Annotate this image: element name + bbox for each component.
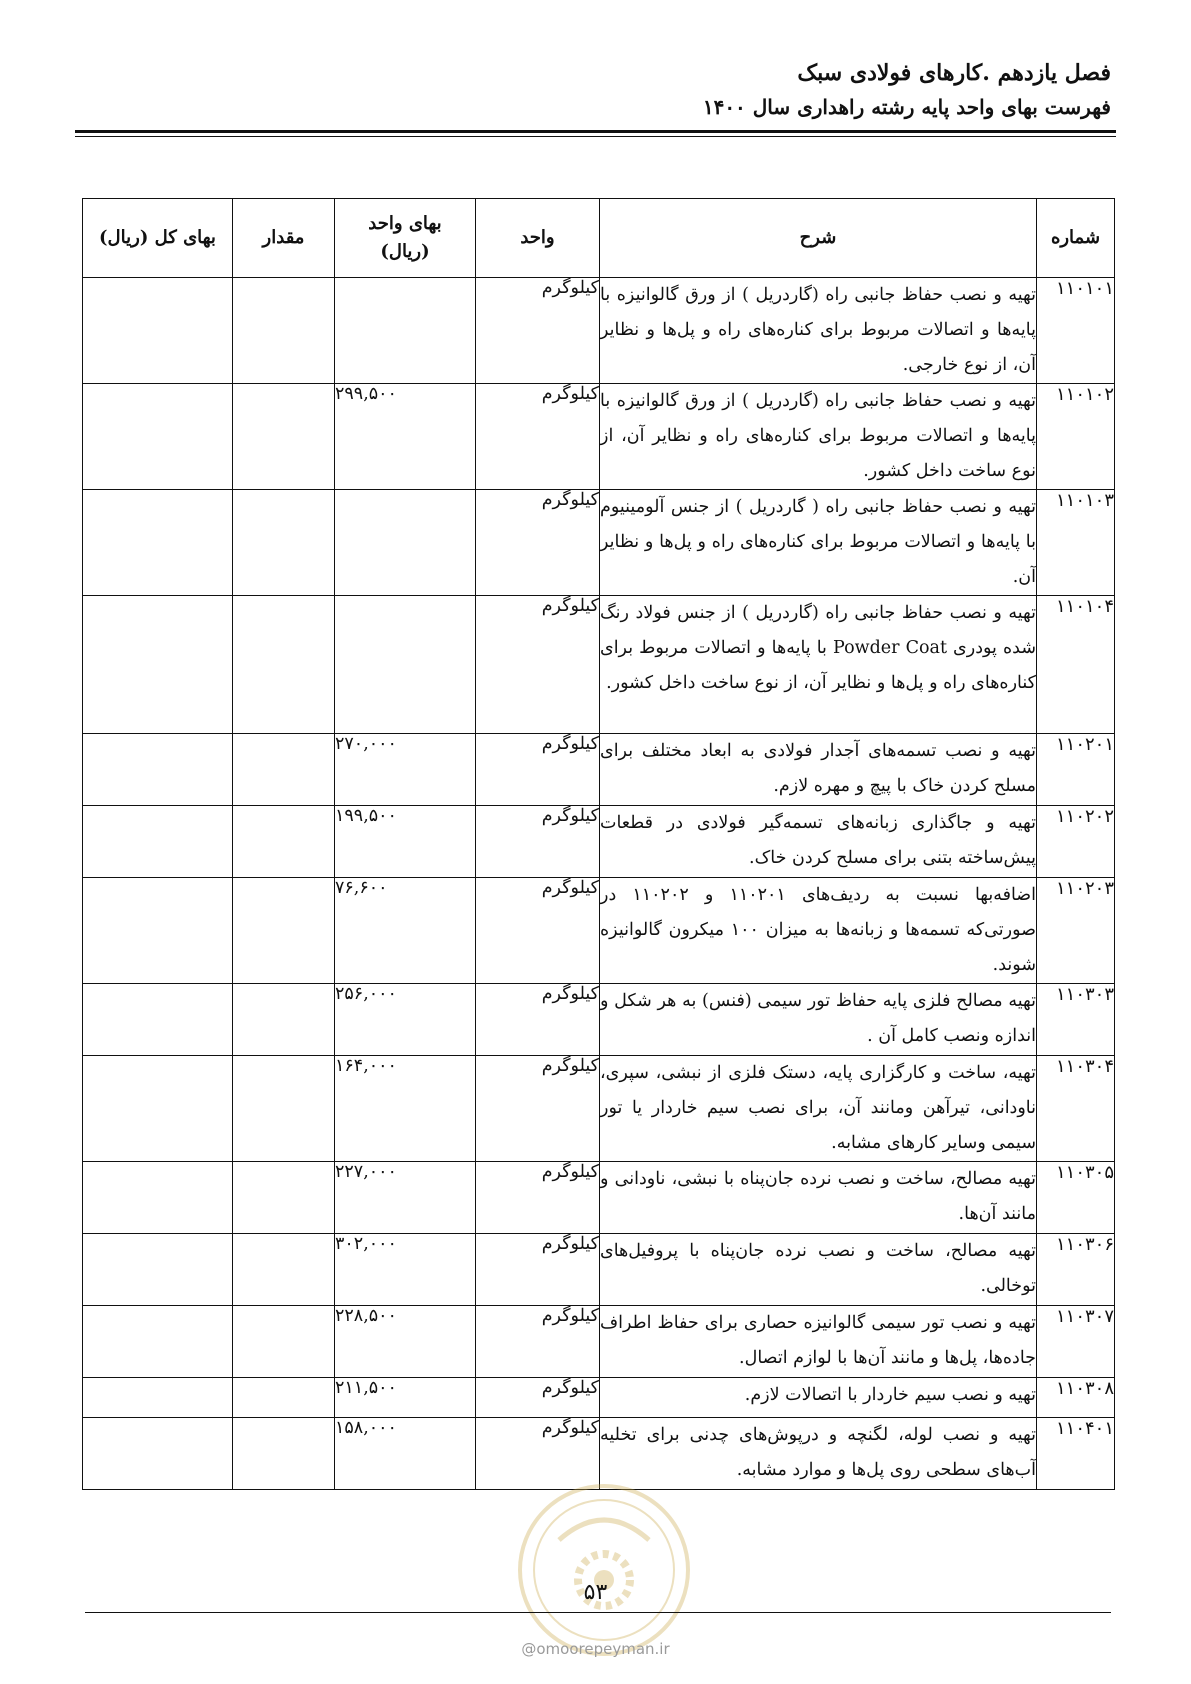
row-unit-price xyxy=(335,490,476,596)
row-quantity xyxy=(233,1234,335,1306)
row-unit-price: ۷۶,۶۰۰ xyxy=(335,878,476,984)
row-quantity xyxy=(233,384,335,490)
row-total-price xyxy=(83,490,233,596)
row-description: تهیه و نصب تسمه‌های آجدار فولادی به ابعاد مختلف برای مسلح کردن خاک با پیچ و مهره لازم. xyxy=(600,734,1037,806)
row-quantity xyxy=(233,1056,335,1162)
row-quantity xyxy=(233,1306,335,1378)
table-row xyxy=(83,1306,1115,1378)
row-description: تهیه مصالح، ساخت و نصب نرده جان‌پناه با نبشی، ناودانی و مانند آن‌ها. xyxy=(600,1162,1037,1234)
row-total-price xyxy=(83,1234,233,1306)
row-number: ۱۱۰۳۰۵ xyxy=(1037,1162,1115,1234)
seal-watermark xyxy=(514,1480,694,1660)
row-unit: کیلوگرم xyxy=(476,490,600,596)
row-total-price xyxy=(83,984,233,1056)
row-number: ۱۱۰۳۰۴ xyxy=(1037,1056,1115,1162)
row-number: ۱۱۰۲۰۱ xyxy=(1037,734,1115,806)
row-unit-price: ۲۷۰,۰۰۰ xyxy=(335,734,476,806)
row-number: ۱۱۰۳۰۷ xyxy=(1037,1306,1115,1378)
row-number: ۱۱۰۳۰۶ xyxy=(1037,1234,1115,1306)
row-total-price xyxy=(83,384,233,490)
watermark-text: @omoorepeyman.ir xyxy=(521,1640,670,1658)
page-header xyxy=(703,58,1111,122)
row-unit-price: ۱۵۸,۰۰۰ xyxy=(335,1418,476,1490)
row-description: تهیه و نصب حفاظ جانبی راه (گاردریل ) از ورق گالوانیزه با پایه‌ها و اتصالات مربوط برای کناره‌های راه و پل‌ها و نظایر آن، از نوع خارجی. xyxy=(600,278,1037,384)
row-unit-price: ۱۶۴,۰۰۰ xyxy=(335,1056,476,1162)
row-quantity xyxy=(233,490,335,596)
header-number: شماره xyxy=(1037,199,1115,278)
row-unit: کیلوگرم xyxy=(476,384,600,490)
row-unit: کیلوگرم xyxy=(476,1418,600,1490)
row-description: تهیه مصالح، ساخت و نصب نرده جان‌پناه با پروفیل‌های توخالی. xyxy=(600,1234,1037,1306)
row-total-price xyxy=(83,878,233,984)
row-total-price xyxy=(83,1056,233,1162)
table-header-row xyxy=(83,199,1115,278)
page-number: ۵۳ xyxy=(583,1580,608,1605)
table-row xyxy=(83,984,1115,1056)
row-total-price xyxy=(83,1378,233,1418)
row-number: ۱۱۰۳۰۸ xyxy=(1037,1378,1115,1418)
row-total-price xyxy=(83,1418,233,1490)
row-number: ۱۱۰۱۰۲ xyxy=(1037,384,1115,490)
row-description: تهیه و نصب حفاظ جانبی راه (گاردریل ) از ورق گالوانیزه با پایه‌ها و اتصالات مربوط برای کناره‌های راه و نظایر آن، از نوع ساخت داخل کشور. xyxy=(600,384,1037,490)
header-unit: واحد xyxy=(476,199,600,278)
row-total-price xyxy=(83,278,233,384)
header-quantity: مقدار xyxy=(233,199,335,278)
price-list-title: فهرست بهای واحد پایه رشته راهداری سال ۱۴۰۰ xyxy=(702,95,1111,119)
row-quantity xyxy=(233,878,335,984)
row-description: تهیه و نصب تور سیمی گالوانیزه حصاری برای حفاظ اطراف جاده‌ها، پل‌ها و مانند آن‌ها با لوازم اتصال. xyxy=(600,1306,1037,1378)
row-description: تهیه و جاگذاری زبانه‌های تسمه‌گیر فولادی در قطعات پیش‌ساخته بتنی برای مسلح کردن خاک. xyxy=(600,806,1037,878)
row-unit-price: ۳۰۲,۰۰۰ xyxy=(335,1234,476,1306)
price-table xyxy=(82,198,1115,1490)
row-number: ۱۱۰۲۰۲ xyxy=(1037,806,1115,878)
row-quantity xyxy=(233,596,335,734)
header-total-price: بهای کل (ریال) xyxy=(83,199,233,278)
table-row xyxy=(83,1378,1115,1418)
table-row xyxy=(83,384,1115,490)
row-unit-price xyxy=(335,278,476,384)
row-quantity xyxy=(233,1378,335,1418)
row-unit: کیلوگرم xyxy=(476,596,600,734)
row-quantity xyxy=(233,278,335,384)
row-unit-price xyxy=(335,596,476,734)
table-row xyxy=(83,490,1115,596)
row-unit: کیلوگرم xyxy=(476,1306,600,1378)
row-description: تهیه و نصب سیم خاردار با اتصالات لازم. xyxy=(600,1378,1037,1418)
row-quantity xyxy=(233,1418,335,1490)
row-total-price xyxy=(83,734,233,806)
table-row xyxy=(83,734,1115,806)
chapter-title: فصل یازدهم .کارهای فولادی سبک xyxy=(797,60,1111,86)
header-unit-price-line2: (ریال) xyxy=(380,241,430,262)
row-number: ۱۱۰۱۰۱ xyxy=(1037,278,1115,384)
header-unit-price-line1: بهای واحد xyxy=(368,213,442,234)
row-description: تهیه و نصب لوله، لگنچه و درپوش‌های چدنی برای تخلیه آب‌های سطحی روی پل‌ها و موارد مشابه. xyxy=(600,1418,1037,1490)
row-unit-price: ۲۵۶,۰۰۰ xyxy=(335,984,476,1056)
row-description: تهیه و نصب حفاظ جانبی راه ( گاردریل ) از جنس آلومینیوم با پایه‌ها و اتصالات مربوط برای کناره‌های راه و پل‌ها و نظایر آن. xyxy=(600,490,1037,596)
row-quantity xyxy=(233,984,335,1056)
footer-rule xyxy=(85,1612,1111,1613)
table-row xyxy=(83,278,1115,384)
row-description: تهیه، ساخت و کارگزاری پایه، دستک فلزی از نبشی، سپری، ناودانی، تیرآهن ومانند آن، برای نصب سیم خاردار یا تور سیمی وسایر کارهای مشابه. xyxy=(600,1056,1037,1162)
row-number: ۱۱۰۱۰۳ xyxy=(1037,490,1115,596)
row-unit: کیلوگرم xyxy=(476,806,600,878)
row-unit: کیلوگرم xyxy=(476,878,600,984)
row-unit-price: ۲۲۷,۰۰۰ xyxy=(335,1162,476,1234)
table-row xyxy=(83,1056,1115,1162)
row-description: تهیه مصالح فلزی پایه حفاظ تور سیمی (فنس) به هر شکل و اندازه ونصب کامل آن . xyxy=(600,984,1037,1056)
table-row xyxy=(83,878,1115,984)
row-number: ۱۱۰۱۰۴ xyxy=(1037,596,1115,734)
row-total-price xyxy=(83,1162,233,1234)
header-rule-thick xyxy=(75,130,1116,133)
row-unit: کیلوگرم xyxy=(476,1056,600,1162)
table-row xyxy=(83,596,1115,734)
row-unit: کیلوگرم xyxy=(476,1234,600,1306)
row-unit: کیلوگرم xyxy=(476,984,600,1056)
row-description: تهیه و نصب حفاظ جانبی راه (گاردریل ) از جنس فولاد رنگ شده پودری Powder Coat با پایه‌ها و اتصالات مربوط برای کناره‌های راه و پل‌ها و نظایر آن، از نوع ساخت داخل کشور. xyxy=(600,596,1037,734)
row-quantity xyxy=(233,806,335,878)
table-row xyxy=(83,1234,1115,1306)
row-unit: کیلوگرم xyxy=(476,1162,600,1234)
table-row xyxy=(83,806,1115,878)
table-row xyxy=(83,1162,1115,1234)
row-total-price xyxy=(83,596,233,734)
row-unit: کیلوگرم xyxy=(476,278,600,384)
row-unit-price: ۲۲۸,۵۰۰ xyxy=(335,1306,476,1378)
row-number: ۱۱۰۲۰۳ xyxy=(1037,878,1115,984)
row-description: اضافه‌بها نسبت به ردیف‌های ۱۱۰۲۰۱ و ۱۱۰۲۰۲ در صورتی‌که تسمه‌ها و زبانه‌ها به میزان ۱۰۰ میکرون گالوانیزه شوند. xyxy=(600,878,1037,984)
row-number: ۱۱۰۳۰۳ xyxy=(1037,984,1115,1056)
row-unit: کیلوگرم xyxy=(476,734,600,806)
row-unit-price: ۱۹۹,۵۰۰ xyxy=(335,806,476,878)
header-rule-thin xyxy=(75,136,1116,137)
row-quantity xyxy=(233,1162,335,1234)
row-unit-price: ۲۱۱,۵۰۰ xyxy=(335,1378,476,1418)
table-row xyxy=(83,1418,1115,1490)
header-description: شرح xyxy=(600,199,1037,278)
row-unit: کیلوگرم xyxy=(476,1378,600,1418)
row-quantity xyxy=(233,734,335,806)
header-unit-price xyxy=(335,199,476,278)
row-number: ۱۱۰۴۰۱ xyxy=(1037,1418,1115,1490)
row-total-price xyxy=(83,806,233,878)
row-unit-price: ۲۹۹,۵۰۰ xyxy=(335,384,476,490)
row-total-price xyxy=(83,1306,233,1378)
